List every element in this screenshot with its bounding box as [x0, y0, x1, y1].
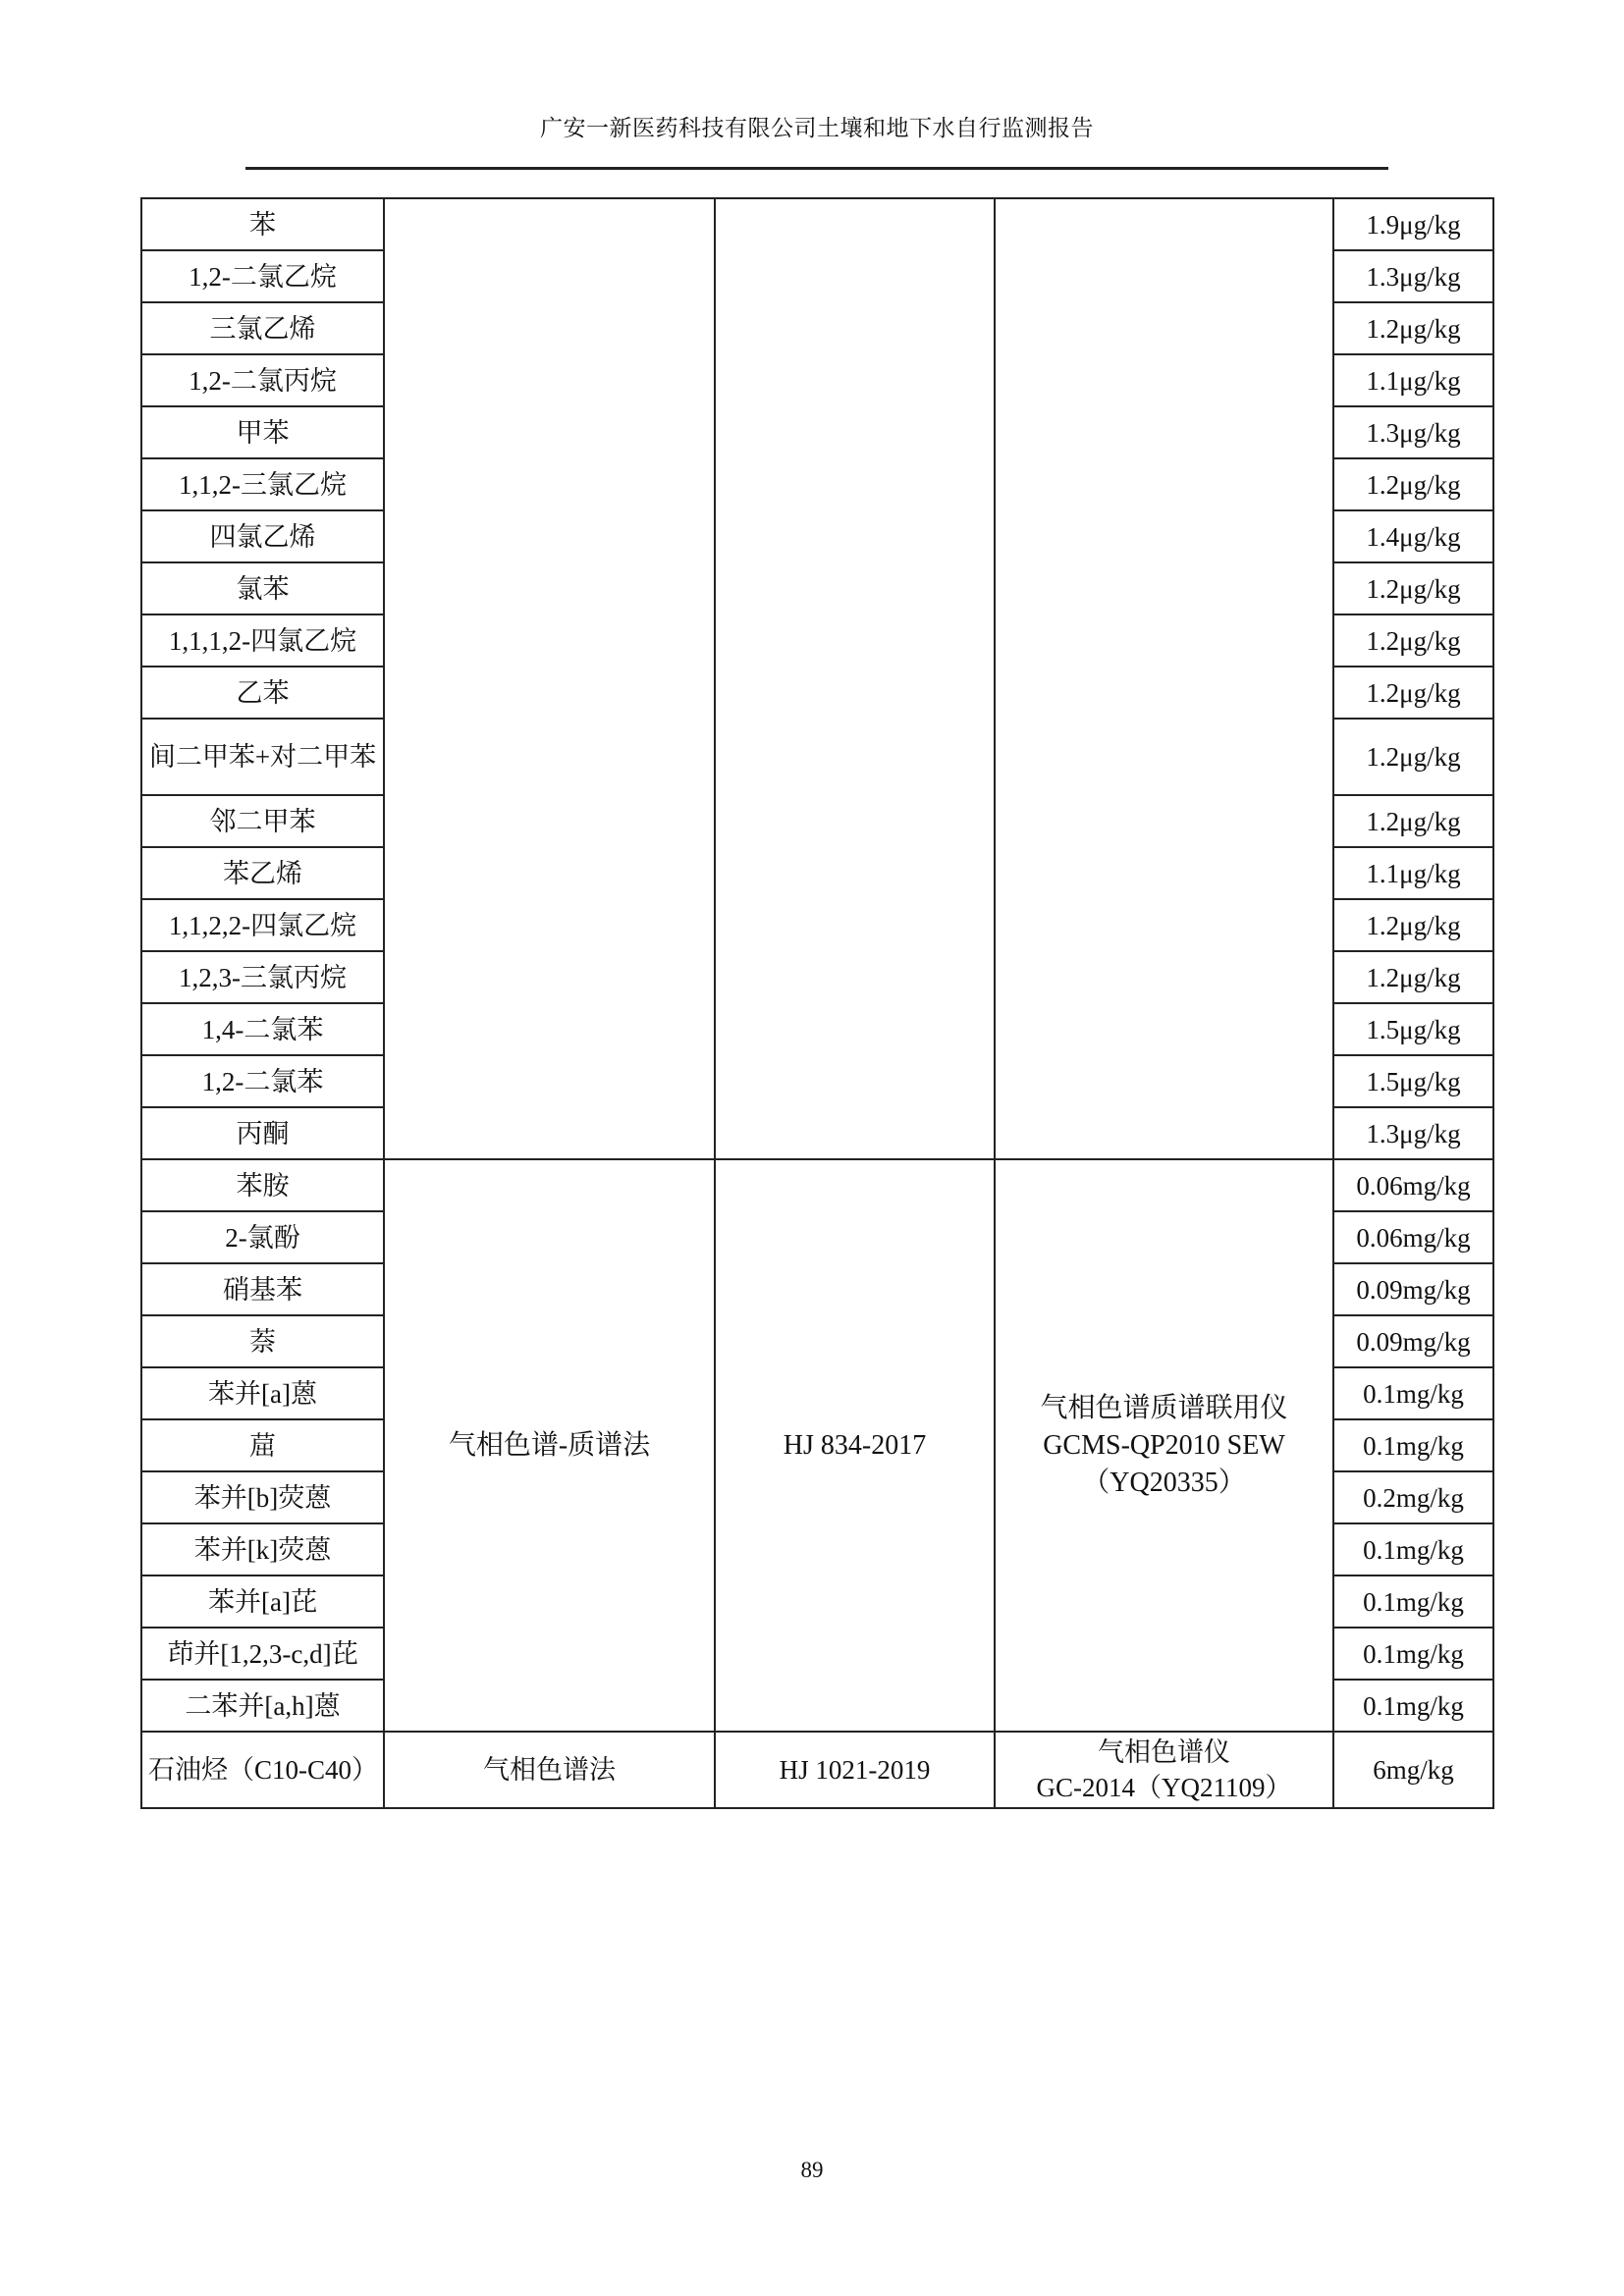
- standard-cell: HJ 834-2017: [715, 1159, 995, 1732]
- standard-cell-empty: [715, 198, 995, 1159]
- table-row: [141, 1159, 1493, 1211]
- analyte-name: 石油烃（C10-C40）: [141, 1732, 384, 1808]
- detection-limit: 1.1μg/kg: [1333, 847, 1493, 899]
- detection-limit: 1.2μg/kg: [1333, 795, 1493, 847]
- detection-limit: 0.06mg/kg: [1333, 1159, 1493, 1211]
- detection-limit: 0.1mg/kg: [1333, 1367, 1493, 1419]
- detection-limit: 1.4μg/kg: [1333, 510, 1493, 562]
- instrument-cell: 气相色谱仪 GC-2014（YQ21109）: [995, 1732, 1333, 1808]
- detection-limit: 1.5μg/kg: [1333, 1003, 1493, 1055]
- analyte-name: 1,2-二氯苯: [141, 1055, 384, 1107]
- detection-limit: 0.09mg/kg: [1333, 1263, 1493, 1315]
- detection-limit: 1.2μg/kg: [1333, 458, 1493, 510]
- analyte-name: 苯乙烯: [141, 847, 384, 899]
- analyte-name: 苯: [141, 198, 384, 250]
- analyte-name: 三氯乙烯: [141, 302, 384, 354]
- detection-limit: 1.2μg/kg: [1333, 562, 1493, 614]
- analyte-name: 1,2,3-三氯丙烷: [141, 951, 384, 1003]
- method-cell-empty: [384, 198, 715, 1159]
- detection-limit-table: [140, 197, 1494, 1809]
- detection-limit: 0.1mg/kg: [1333, 1628, 1493, 1680]
- detection-limit: 0.1mg/kg: [1333, 1680, 1493, 1732]
- analyte-name: 苯胺: [141, 1159, 384, 1211]
- detection-limit: 0.2mg/kg: [1333, 1471, 1493, 1523]
- detection-limit: 1.3μg/kg: [1333, 406, 1493, 458]
- detection-limit: 1.2μg/kg: [1333, 899, 1493, 951]
- detection-limit: 0.1mg/kg: [1333, 1419, 1493, 1471]
- table-row: [141, 1732, 1493, 1808]
- analyte-name: 1,4-二氯苯: [141, 1003, 384, 1055]
- detection-limit: 0.1mg/kg: [1333, 1523, 1493, 1575]
- analyte-name: 乙苯: [141, 667, 384, 719]
- analyte-name: 邻二甲苯: [141, 795, 384, 847]
- detection-limit: 1.2μg/kg: [1333, 719, 1493, 795]
- detection-limit: 1.1μg/kg: [1333, 354, 1493, 406]
- analyte-name: 2-氯酚: [141, 1211, 384, 1263]
- analyte-name: 氯苯: [141, 562, 384, 614]
- analyte-name: 1,1,2,2-四氯乙烷: [141, 899, 384, 951]
- analyte-name: 硝基苯: [141, 1263, 384, 1315]
- header-divider: [245, 167, 1388, 170]
- detection-limit: 6mg/kg: [1333, 1732, 1493, 1808]
- analyte-name: 苯并[a]蒽: [141, 1367, 384, 1419]
- analyte-name: 1,1,2-三氯乙烷: [141, 458, 384, 510]
- analyte-name: 苯并[b]荧蒽: [141, 1471, 384, 1523]
- instrument-cell-empty: [995, 198, 1333, 1159]
- detection-limit: 1.3μg/kg: [1333, 1107, 1493, 1159]
- detection-limit: 0.1mg/kg: [1333, 1575, 1493, 1628]
- standard-cell: HJ 1021-2019: [715, 1732, 995, 1808]
- detection-limit: 1.9μg/kg: [1333, 198, 1493, 250]
- detection-limit: 0.09mg/kg: [1333, 1315, 1493, 1367]
- analyte-name: 1,1,1,2-四氯乙烷: [141, 614, 384, 667]
- page-header-title: 广安一新医药科技有限公司土壤和地下水自行监测报告: [540, 116, 1094, 140]
- analyte-name: 二苯并[a,h]蒽: [141, 1680, 384, 1732]
- detection-limit: 1.2μg/kg: [1333, 302, 1493, 354]
- analyte-name: 苯并[a]芘: [141, 1575, 384, 1628]
- detection-limit: 1.3μg/kg: [1333, 250, 1493, 302]
- instrument-cell: 气相色谱质谱联用仪 GCMS-QP2010 SEW （YQ20335）: [995, 1159, 1333, 1732]
- table-row: [141, 198, 1493, 250]
- detection-limit: 1.5μg/kg: [1333, 1055, 1493, 1107]
- method-cell: 气相色谱-质谱法: [384, 1159, 715, 1732]
- detection-limit: 1.2μg/kg: [1333, 614, 1493, 667]
- analyte-name: 䓛: [141, 1419, 384, 1471]
- detection-limit: 1.2μg/kg: [1333, 667, 1493, 719]
- analyte-name: 丙酮: [141, 1107, 384, 1159]
- analyte-name: 1,2-二氯乙烷: [141, 250, 384, 302]
- analyte-name: 四氯乙烯: [141, 510, 384, 562]
- analyte-name: 茚并[1,2,3-c,d]芘: [141, 1628, 384, 1680]
- analyte-name: 1,2-二氯丙烷: [141, 354, 384, 406]
- page-number: 89: [800, 2158, 824, 2182]
- analyte-name: 苯并[k]荧蒽: [141, 1523, 384, 1575]
- detection-limit: 1.2μg/kg: [1333, 951, 1493, 1003]
- analyte-name: 间二甲苯+对二甲苯: [141, 719, 384, 795]
- method-cell: 气相色谱法: [384, 1732, 715, 1808]
- detection-limit: 0.06mg/kg: [1333, 1211, 1493, 1263]
- analyte-name: 萘: [141, 1315, 384, 1367]
- analyte-name: 甲苯: [141, 406, 384, 458]
